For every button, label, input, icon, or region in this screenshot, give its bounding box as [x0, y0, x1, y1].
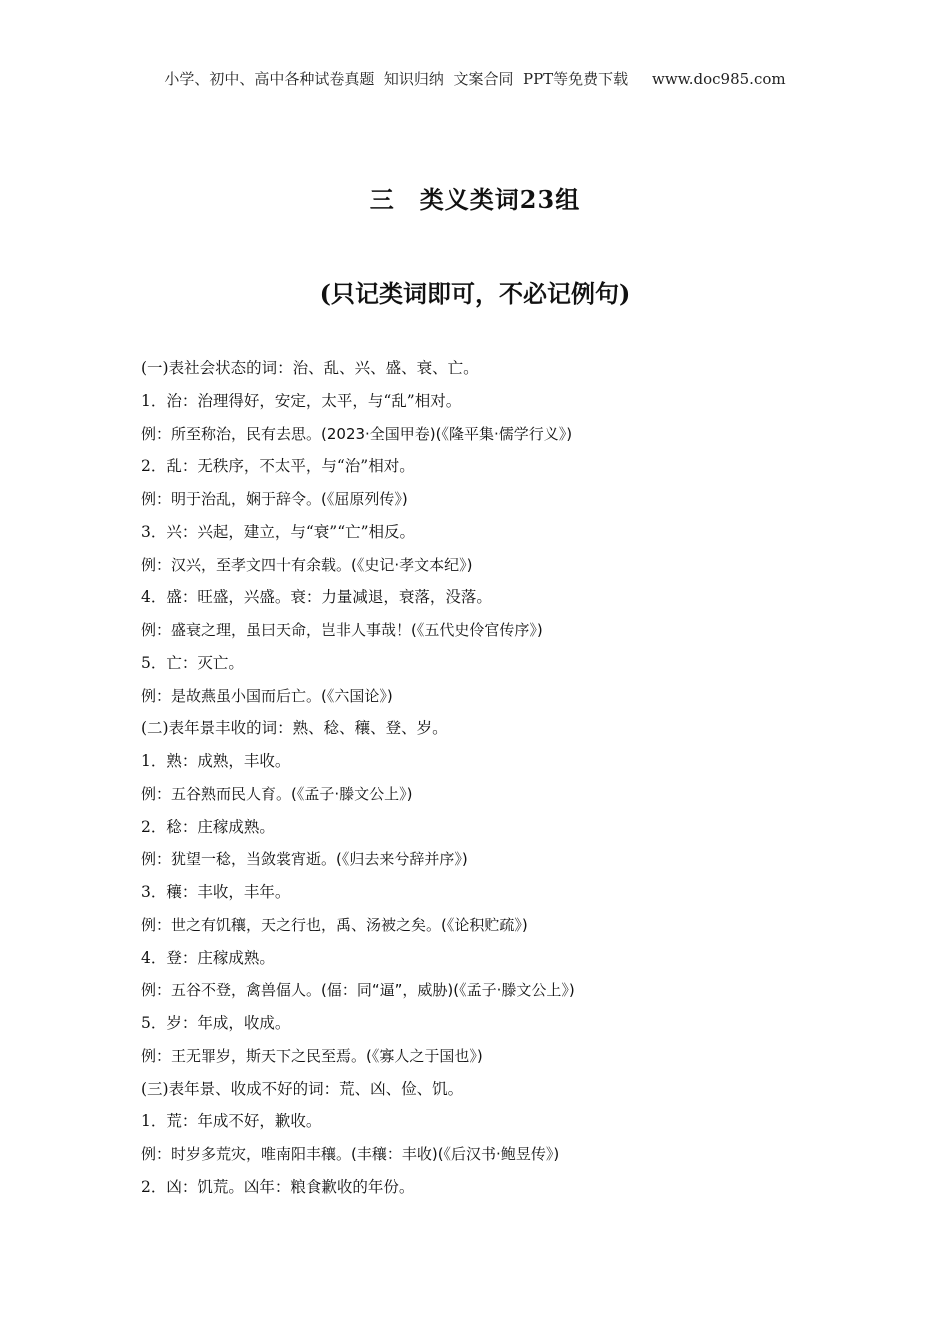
example-line: 例：盛衰之理，虽曰天命，岂非人事哉！(《五代史伶官传序》): [141, 621, 543, 639]
page-subtitle: (只记类词即可，不必记例句): [319, 279, 631, 308]
page-header: 小学、初中、高中各种试卷真题 知识归纳 文案合同 PPT等免费下载 www.doc985.com: [164, 70, 786, 88]
definition-line: 1．熟：成熟，丰收。: [141, 752, 291, 770]
definition-line: 3．穰：丰收，丰年。: [141, 883, 291, 901]
page-title: 三 类义类词23组: [369, 185, 581, 214]
example-line: 例：王无罪岁，斯天下之民至焉。(《寡人之于国也》): [141, 1046, 483, 1065]
definition-line: 5．亡：灭亡。: [141, 653, 244, 672]
example-line: 例：犹望一稔，当敛裳宵逝。(《归去来兮辞并序》): [141, 850, 468, 869]
definition-line: 5．岁：年成，收成。: [141, 1014, 291, 1032]
example-line: 例：是故燕虽小国而后亡。(《六国论》): [141, 686, 393, 705]
definition-line: 1．治：治理得好，安定，太平，与“乱”相对。: [141, 391, 462, 410]
section-heading: (三)表年景、收成不好的词：荒、凶、俭、饥。: [141, 1079, 464, 1098]
definition-line: 2．乱：无秩序，不太平，与“治”相对。: [141, 457, 415, 476]
example-line: 例：五谷不登，禽兽偪人。(偪：同“逼”，威胁)(《孟子·滕文公上》): [141, 981, 575, 1000]
definition-line: 4．盛：旺盛，兴盛。衰：力量减退，衰落，没落。: [141, 588, 492, 607]
section-heading: (一)表社会状态的词：治、乱、兴、盛、衰、亡。: [141, 359, 479, 377]
definition-line: 2．凶：饥荒。凶年：粮食歉收的年份。: [141, 1177, 415, 1196]
section-heading: (二)表年景丰收的词：熟、稔、穰、登、岁。: [141, 719, 448, 738]
example-line: 例：明于治乱，娴于辞令。(《屈原列传》): [141, 490, 408, 508]
example-line: 例：五谷熟而民人育。(《孟子·滕文公上》): [141, 784, 413, 803]
definition-line: 4．登：庄稼成熟。: [141, 948, 275, 967]
definition-line: 2．稔：庄稼成熟。: [141, 817, 275, 836]
content-body: [141, 352, 841, 1204]
definition-line: 1．荒：年成不好，歉收。: [141, 1112, 322, 1131]
example-line: 例：汉兴，至孝文四十有余载。(《史记·孝文本纪》): [141, 555, 473, 574]
example-line: 例：所至称治，民有去思。(2023·全国甲卷)(《隆平集·儒学行义》): [141, 424, 573, 443]
example-line: 例：时岁多荒灾，唯南阳丰穰。(丰穰：丰收)(《后汉书·鲍昱传》): [141, 1145, 560, 1163]
definition-line: 3．兴：兴起，建立，与“衰”“亡”相反。: [141, 522, 416, 541]
example-line: 例：世之有饥穰，天之行也，禹、汤被之矣。(《论积贮疏》): [141, 915, 528, 934]
